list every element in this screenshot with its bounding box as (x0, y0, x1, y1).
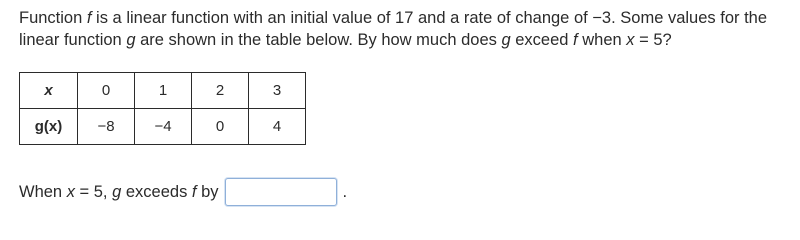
answer-input[interactable] (225, 178, 337, 206)
variable-x-symbol: x (66, 182, 75, 201)
question-text-part: is a linear function with an initial value of 17 and a rate of change of −3. Some values for the linear function (19, 9, 768, 49)
answer-text-part: = 5, (74, 182, 113, 201)
row-header-gx: g(x) (20, 109, 78, 145)
answer-period: . (342, 182, 348, 201)
table-row-x (20, 73, 306, 109)
table-cell: 2 (192, 73, 249, 109)
table-row-gx (20, 109, 306, 145)
answer-text-part: by (196, 182, 219, 201)
answer-text-part: When (19, 182, 67, 201)
answer-text-part: exceeds (121, 182, 192, 201)
question-text-part: Function (19, 9, 87, 27)
question-text-part: exceed (510, 31, 574, 49)
question-text-part: when (577, 31, 627, 49)
function-g-symbol: g (112, 182, 122, 201)
table-cell: 3 (249, 73, 306, 109)
variable-x-symbol: x (626, 31, 635, 49)
question-text-part: are shown in the table below. By how much does (135, 31, 502, 49)
answer-text-part (19, 183, 219, 202)
answer-line (19, 176, 347, 208)
function-g-symbol: g (501, 31, 511, 49)
function-f-symbol: f (191, 182, 197, 201)
function-f-symbol: f (86, 9, 92, 27)
question-text-part: = 5? (634, 31, 672, 49)
row-header-x: x (20, 73, 78, 109)
table-cell: 1 (135, 73, 192, 109)
function-g-symbol: g (126, 31, 136, 49)
table-cell: −4 (135, 109, 192, 145)
table-cell: 4 (249, 109, 306, 145)
values-table (19, 72, 306, 145)
table-cell: −8 (78, 109, 135, 145)
table-cell: 0 (78, 73, 135, 109)
function-f-symbol: f (573, 31, 578, 49)
table-cell: 0 (192, 109, 249, 145)
question-text (19, 7, 789, 51)
